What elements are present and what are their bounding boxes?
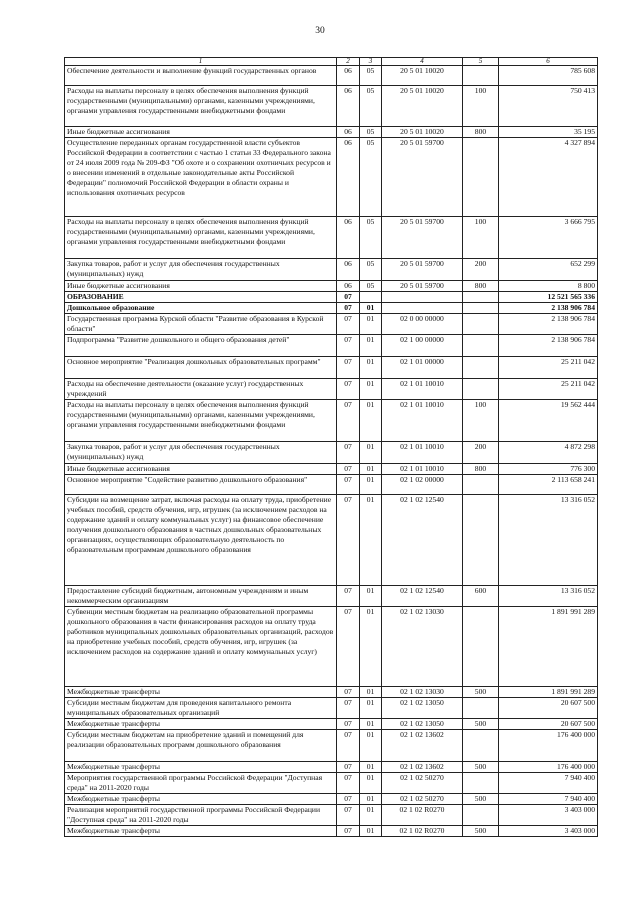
section-code-cell: 07 <box>337 762 360 773</box>
table-row <box>65 826 598 837</box>
section-code-cell: 07 <box>337 357 360 379</box>
expense-type-cell: 500 <box>463 762 499 773</box>
section-code-cell: 07 <box>337 442 360 464</box>
expense-name-cell: Закупка товаров, работ и услуг для обеспечения государственных (муниципальных) нужд <box>65 442 337 464</box>
expense-type-cell: 500 <box>463 719 499 730</box>
expense-type-cell <box>463 495 499 586</box>
expense-type-cell <box>463 314 499 335</box>
target-article-cell: 02 1 02 R0270 <box>382 826 463 837</box>
subsection-code-cell: 05 <box>360 259 382 281</box>
table-row <box>65 495 598 586</box>
table-row <box>65 762 598 773</box>
amount-cell: 750 413 <box>499 86 598 127</box>
target-article-cell: 02 1 02 13602 <box>382 730 463 762</box>
target-article-cell: 02 1 01 10010 <box>382 442 463 464</box>
section-code-cell: 07 <box>337 475 360 495</box>
section-code-cell: 06 <box>337 66 360 86</box>
target-article-cell: 02 1 01 10010 <box>382 464 463 475</box>
subsection-code-cell: 01 <box>360 698 382 719</box>
expense-type-cell: 600 <box>463 586 499 607</box>
subsection-code-cell: 05 <box>360 66 382 86</box>
expense-type-cell <box>463 66 499 86</box>
target-article-cell: 02 1 01 00000 <box>382 357 463 379</box>
expense-name-cell: Межбюджетные трансферты <box>65 762 337 773</box>
target-article-cell <box>382 303 463 314</box>
expense-name-cell: Мероприятия государственной программы Российской Федерации "Доступная среда" на 2011-2020 годы <box>65 773 337 794</box>
target-article-cell <box>382 292 463 303</box>
expense-name-cell: Субсидии местным бюджетам для проведения капитального ремонта муниципальных образовательных организаций <box>65 698 337 719</box>
section-code-cell: 07 <box>337 730 360 762</box>
subsection-code-cell: 01 <box>360 805 382 826</box>
table-row <box>65 127 598 138</box>
section-code-cell: 07 <box>337 586 360 607</box>
section-code-cell: 07 <box>337 607 360 687</box>
section-code-cell: 07 <box>337 773 360 794</box>
table-row <box>65 86 598 127</box>
subsection-code-cell: 01 <box>360 400 382 442</box>
subsection-code-cell: 01 <box>360 687 382 698</box>
expense-type-cell: 200 <box>463 259 499 281</box>
amount-cell: 4 327 894 <box>499 138 598 217</box>
subsection-code-cell: 01 <box>360 303 382 314</box>
target-article-cell: 02 1 02 R0270 <box>382 805 463 826</box>
table-row <box>65 314 598 335</box>
target-article-cell: 02 1 02 13602 <box>382 762 463 773</box>
expense-name-cell: Основное мероприятие "Реализация дошкольных образовательных программ" <box>65 357 337 379</box>
amount-cell: 20 607 500 <box>499 698 598 719</box>
expense-type-cell <box>463 138 499 217</box>
subsection-code-cell: 01 <box>360 586 382 607</box>
amount-cell: 8 800 <box>499 281 598 292</box>
expense-name-cell: Расходы на выплаты персоналу в целях обеспечения выполнения функций государственными (муниципальными) органами, казенными учреждениями, органами управления государственными внебюджетными фондами <box>65 86 337 127</box>
amount-cell: 1 891 991 289 <box>499 607 598 687</box>
table-row <box>65 719 598 730</box>
amount-cell: 3 666 795 <box>499 217 598 259</box>
subsection-code-cell: 05 <box>360 281 382 292</box>
expense-type-cell <box>463 292 499 303</box>
expense-type-cell: 800 <box>463 127 499 138</box>
section-code-cell: 07 <box>337 805 360 826</box>
section-code-cell: 07 <box>337 303 360 314</box>
section-code-cell: 07 <box>337 400 360 442</box>
expense-name-cell: Иные бюджетные ассигнования <box>65 464 337 475</box>
subsection-code-cell: 01 <box>360 335 382 357</box>
amount-cell: 20 607 500 <box>499 719 598 730</box>
expense-name-cell: ОБРАЗОВАНИЕ <box>65 292 337 303</box>
target-article-cell: 20 5 01 10020 <box>382 86 463 127</box>
section-code-cell: 06 <box>337 86 360 127</box>
amount-cell: 13 316 052 <box>499 495 598 586</box>
expense-type-cell <box>463 607 499 687</box>
expense-type-cell: 800 <box>463 281 499 292</box>
subsection-code-cell: 05 <box>360 138 382 217</box>
subsection-code-cell: 01 <box>360 379 382 400</box>
amount-cell: 2 138 906 784 <box>499 314 598 335</box>
table-row <box>65 730 598 762</box>
expense-type-cell: 500 <box>463 794 499 805</box>
amount-cell: 19 562 444 <box>499 400 598 442</box>
table-row <box>65 607 598 687</box>
target-article-cell: 02 1 02 12540 <box>382 495 463 586</box>
expense-type-cell: 100 <box>463 400 499 442</box>
amount-cell: 2 113 658 241 <box>499 475 598 495</box>
table-header-row <box>65 58 598 66</box>
subsection-code-cell: 01 <box>360 357 382 379</box>
target-article-cell: 02 1 02 50270 <box>382 794 463 805</box>
table-row <box>65 138 598 217</box>
section-code-cell: 07 <box>337 826 360 837</box>
subsection-code-cell: 01 <box>360 475 382 495</box>
subsection-code-cell: 01 <box>360 442 382 464</box>
expense-type-cell <box>463 698 499 719</box>
target-article-cell: 02 1 01 10010 <box>382 379 463 400</box>
amount-cell: 3 403 000 <box>499 805 598 826</box>
section-code-cell: 06 <box>337 259 360 281</box>
expense-type-cell <box>463 379 499 400</box>
amount-cell: 652 299 <box>499 259 598 281</box>
expense-name-cell: Расходы на выплаты персоналу в целях обеспечения выполнения функций государственными (муниципальными) органами, казенными учреждениями, органами управления государственными внебюджетными фондами <box>65 217 337 259</box>
amount-cell: 1 891 991 289 <box>499 687 598 698</box>
section-code-cell: 06 <box>337 281 360 292</box>
amount-cell: 25 211 042 <box>499 357 598 379</box>
subsection-code-cell: 01 <box>360 730 382 762</box>
expense-name-cell: Расходы на выплаты персоналу в целях обеспечения выполнения функций государственными (муниципальными) органами, казенными учреждениями, органами управления государственными внебюджетными фондами <box>65 400 337 442</box>
expense-name-cell: Субсидии местным бюджетам на приобретение зданий и помещений для реализации образовательных программ дошкольного образования <box>65 730 337 762</box>
amount-cell: 7 940 400 <box>499 794 598 805</box>
expense-name-cell: Межбюджетные трансферты <box>65 826 337 837</box>
column-header: 2 <box>337 58 360 66</box>
table-row <box>65 66 598 86</box>
table-row <box>65 259 598 281</box>
expense-type-cell <box>463 303 499 314</box>
expense-type-cell <box>463 335 499 357</box>
expense-name-cell: Иные бюджетные ассигнования <box>65 127 337 138</box>
page-number: 30 <box>315 26 325 36</box>
expense-name-cell: Подпрограмма "Развитие дошкольного и общего образования детей" <box>65 335 337 357</box>
target-article-cell: 20 5 01 10020 <box>382 66 463 86</box>
subsection-code-cell: 05 <box>360 86 382 127</box>
amount-cell: 785 608 <box>499 66 598 86</box>
expense-name-cell: Основное мероприятие "Содействие развитию дошкольного образования" <box>65 475 337 495</box>
target-article-cell: 02 1 02 50270 <box>382 773 463 794</box>
expense-type-cell: 100 <box>463 86 499 127</box>
table-row <box>65 586 598 607</box>
section-code-cell: 07 <box>337 379 360 400</box>
column-header: 5 <box>463 58 499 66</box>
expense-name-cell: Осуществление переданных органам государственной власти субъектов Российской Федерации в соответствии с частью 1 статьи 33 Федерального закона от 24 июля 2009 года № 209-ФЗ "Об охоте и о сохранении охотничьих ресурсов и о внесении изменений в отдельные законодательные акты Российской Федерации" полномочий Российской Федерации в области охраны и использования охотничьих ресурсов <box>65 138 337 217</box>
expense-type-cell <box>463 357 499 379</box>
amount-cell: 2 138 906 784 <box>499 335 598 357</box>
expense-name-cell: Закупка товаров, работ и услуг для обеспечения государственных (муниципальных) нужд <box>65 259 337 281</box>
column-header: 1 <box>65 58 337 66</box>
target-article-cell: 02 1 02 13050 <box>382 698 463 719</box>
target-article-cell: 02 1 02 13030 <box>382 607 463 687</box>
section-code-cell: 07 <box>337 719 360 730</box>
expense-type-cell: 200 <box>463 442 499 464</box>
section-code-cell: 07 <box>337 698 360 719</box>
subsection-code-cell: 01 <box>360 826 382 837</box>
table-row <box>65 805 598 826</box>
target-article-cell: 20 5 01 59700 <box>382 138 463 217</box>
subsection-code-cell: 01 <box>360 794 382 805</box>
budget-table <box>64 57 598 837</box>
amount-cell: 25 211 042 <box>499 379 598 400</box>
amount-cell: 4 872 298 <box>499 442 598 464</box>
table-row <box>65 357 598 379</box>
section-code-cell: 07 <box>337 292 360 303</box>
table-row <box>65 292 598 303</box>
section-code-cell: 07 <box>337 687 360 698</box>
target-article-cell: 02 1 02 13050 <box>382 719 463 730</box>
section-code-cell: 06 <box>337 138 360 217</box>
table-row <box>65 464 598 475</box>
subsection-code-cell <box>360 292 382 303</box>
subsection-code-cell: 01 <box>360 495 382 586</box>
subsection-code-cell: 01 <box>360 314 382 335</box>
section-code-cell: 07 <box>337 794 360 805</box>
expense-name-cell: Предоставление субсидий бюджетным, автономным учреждениям и иным некоммерческим организациям <box>65 586 337 607</box>
table-row <box>65 217 598 259</box>
target-article-cell: 02 0 00 00000 <box>382 314 463 335</box>
expense-name-cell: Межбюджетные трансферты <box>65 794 337 805</box>
table-row <box>65 379 598 400</box>
expense-type-cell: 100 <box>463 217 499 259</box>
section-code-cell: 07 <box>337 314 360 335</box>
column-header: 3 <box>360 58 382 66</box>
expense-name-cell: Субвенции местным бюджетам на реализацию образовательной программы дошкольного образования в части финансирования расходов на оплату труда работников муниципальных дошкольных образовательных организаций, расходов на приобретение учебных пособий, средств обучения, игр, игрушек (за исключением расходов на содержание зданий и оплату коммунальных услуг) <box>65 607 337 687</box>
section-code-cell: 06 <box>337 127 360 138</box>
amount-cell: 7 940 400 <box>499 773 598 794</box>
expense-type-cell <box>463 773 499 794</box>
subsection-code-cell: 05 <box>360 127 382 138</box>
subsection-code-cell: 05 <box>360 217 382 259</box>
table-row <box>65 400 598 442</box>
expense-name-cell: Дошкольное образование <box>65 303 337 314</box>
column-header: 6 <box>499 58 598 66</box>
table-row <box>65 687 598 698</box>
column-header: 4 <box>382 58 463 66</box>
section-code-cell: 07 <box>337 495 360 586</box>
expense-type-cell <box>463 730 499 762</box>
table-row <box>65 475 598 495</box>
amount-cell: 176 400 000 <box>499 762 598 773</box>
section-code-cell: 06 <box>337 217 360 259</box>
target-article-cell: 02 1 00 00000 <box>382 335 463 357</box>
target-article-cell: 20 5 01 59700 <box>382 281 463 292</box>
expense-type-cell <box>463 475 499 495</box>
subsection-code-cell: 01 <box>360 773 382 794</box>
expense-name-cell: Субсидии на возмещение затрат, включая расходы на оплату труда, приобретение учебных пособий, средств обучения, игр, игрушек (за исключением расходов на содержание зданий и оплату коммунальных услуг) на финансовое обеспечение получения дошкольного образования в частных дошкольных образовательных организациях, осуществляющих образовательную деятельность по образовательным программам дошкольного образования <box>65 495 337 586</box>
expense-name-cell: Обеспечение деятельности и выполнение функций государственных органов <box>65 66 337 86</box>
amount-cell: 3 403 000 <box>499 826 598 837</box>
expense-name-cell: Расходы на обеспечение деятельности (оказание услуг) государственных учреждений <box>65 379 337 400</box>
section-code-cell: 07 <box>337 464 360 475</box>
section-code-cell: 07 <box>337 335 360 357</box>
target-article-cell: 20 5 01 59700 <box>382 259 463 281</box>
table-row <box>65 442 598 464</box>
expense-type-cell <box>463 805 499 826</box>
expense-name-cell: Иные бюджетные ассигнования <box>65 281 337 292</box>
expense-name-cell: Межбюджетные трансферты <box>65 687 337 698</box>
amount-cell: 13 316 052 <box>499 586 598 607</box>
expense-name-cell: Государственная программа Курской области "Развитие образования в Курской области" <box>65 314 337 335</box>
table-row <box>65 794 598 805</box>
subsection-code-cell: 01 <box>360 607 382 687</box>
expense-type-cell: 500 <box>463 826 499 837</box>
table-row <box>65 281 598 292</box>
subsection-code-cell: 01 <box>360 719 382 730</box>
amount-cell: 176 400 000 <box>499 730 598 762</box>
target-article-cell: 02 1 02 12540 <box>382 586 463 607</box>
table-row <box>65 303 598 314</box>
target-article-cell: 02 1 02 13030 <box>382 687 463 698</box>
expense-name-cell: Реализация мероприятий государственной программы Российской Федерации "Доступная среда" на 2011-2020 годы <box>65 805 337 826</box>
expense-type-cell: 800 <box>463 464 499 475</box>
table-row <box>65 335 598 357</box>
amount-cell: 776 300 <box>499 464 598 475</box>
target-article-cell: 20 5 01 10020 <box>382 127 463 138</box>
table-row <box>65 773 598 794</box>
expense-name-cell: Межбюджетные трансферты <box>65 719 337 730</box>
target-article-cell: 20 5 01 59700 <box>382 217 463 259</box>
target-article-cell: 02 1 01 10010 <box>382 400 463 442</box>
subsection-code-cell: 01 <box>360 464 382 475</box>
target-article-cell: 02 1 02 00000 <box>382 475 463 495</box>
table-row <box>65 698 598 719</box>
subsection-code-cell: 01 <box>360 762 382 773</box>
amount-cell: 12 521 565 336 <box>499 292 598 303</box>
amount-cell: 2 138 906 784 <box>499 303 598 314</box>
amount-cell: 35 195 <box>499 127 598 138</box>
expense-type-cell: 500 <box>463 687 499 698</box>
